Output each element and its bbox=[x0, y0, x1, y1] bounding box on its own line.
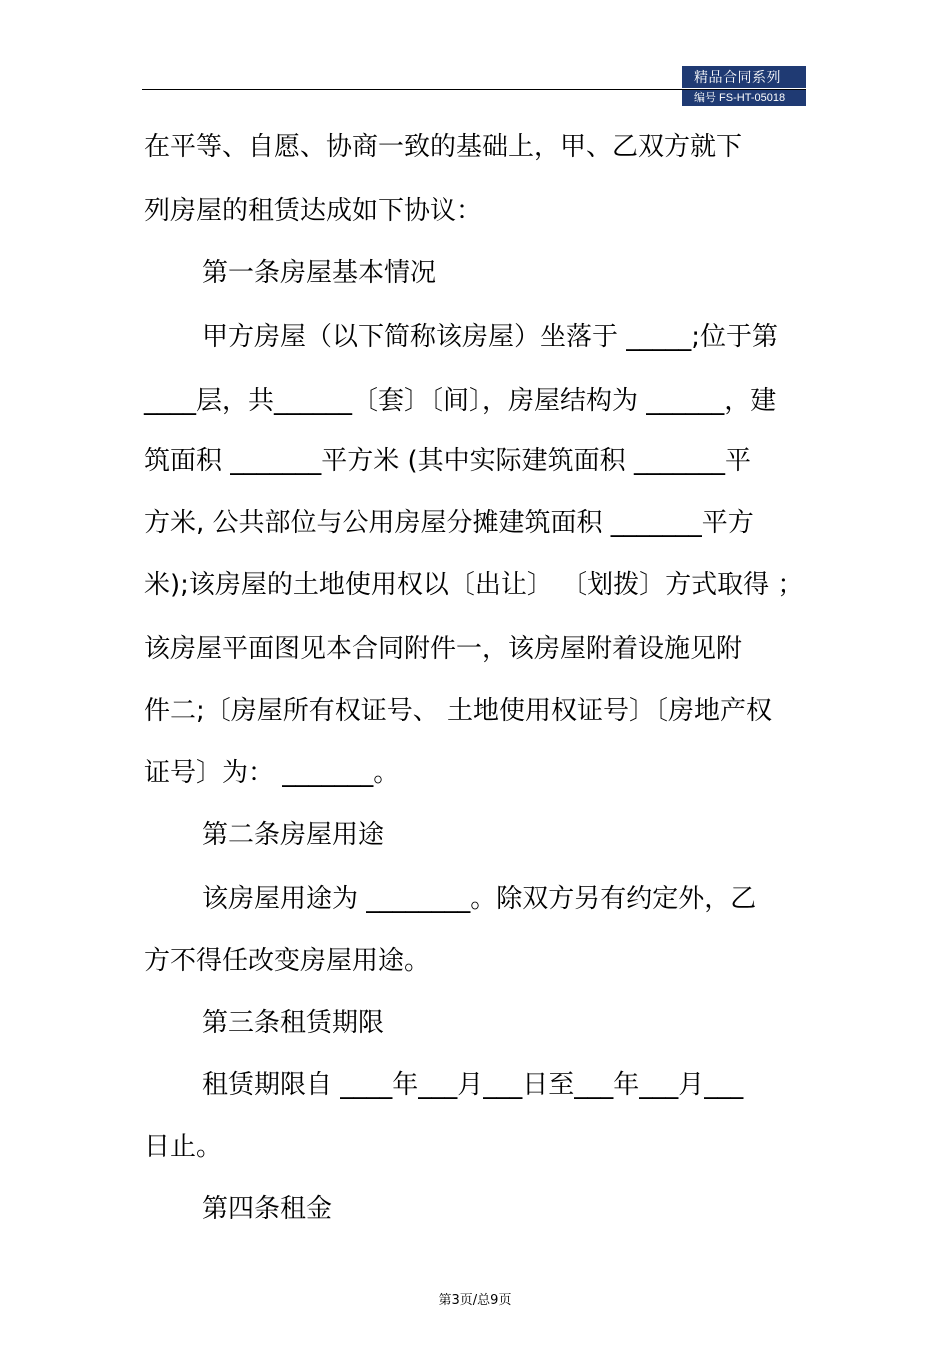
document-code-badge: 编号 FS-HT-05018 bbox=[682, 90, 806, 106]
paragraph-line: 证号〕为： _______。 bbox=[144, 758, 400, 788]
paragraph-line: 该房屋平面图见本合同附件一，该房屋附着设施见附 bbox=[144, 634, 743, 664]
section-heading: 第三条租赁期限 bbox=[202, 1008, 385, 1038]
paragraph-line: 件二;〔房屋所有权证号、 土地使用权证号〕〔房地产权 bbox=[144, 696, 773, 726]
series-badge: 精品合同系列 bbox=[682, 66, 806, 88]
paragraph-line: 方米, 公共部位与公用房屋分摊建筑面积 _______平方 bbox=[144, 508, 754, 538]
section-heading: 第二条房屋用途 bbox=[202, 820, 385, 850]
paragraph-line: 租赁期限自 ____年___月___日至___年___月___ bbox=[202, 1070, 744, 1100]
paragraph-line: 筑面积 _______平方米 (其中实际建筑面积 _______平 bbox=[144, 446, 751, 476]
paragraph-line: 在平等、自愿、协商一致的基础上，甲、乙双方就下 bbox=[144, 132, 743, 162]
section-heading: 第一条房屋基本情况 bbox=[202, 258, 437, 288]
paragraph-line: 方不得任改变房屋用途。 bbox=[144, 946, 431, 976]
paragraph-line: 甲方房屋（以下简称该房屋）坐落于 _____;位于第 bbox=[202, 322, 779, 352]
paragraph-line: 列房屋的租赁达成如下协议： bbox=[144, 196, 483, 226]
page-number: 第3页/总9页 bbox=[438, 1293, 512, 1308]
paragraph-line: ____层，共______〔套〕〔间〕，房屋结构为 ______，建 bbox=[144, 386, 777, 416]
paragraph-line: 米);该房屋的土地使用权以〔出让〕 〔划拨〕方式取得 ； bbox=[144, 570, 804, 600]
paragraph-line: 日止。 bbox=[144, 1132, 223, 1162]
paragraph-line: 该房屋用途为 ________。除双方另有约定外，乙 bbox=[202, 884, 757, 914]
section-heading: 第四条租金 bbox=[202, 1194, 333, 1224]
